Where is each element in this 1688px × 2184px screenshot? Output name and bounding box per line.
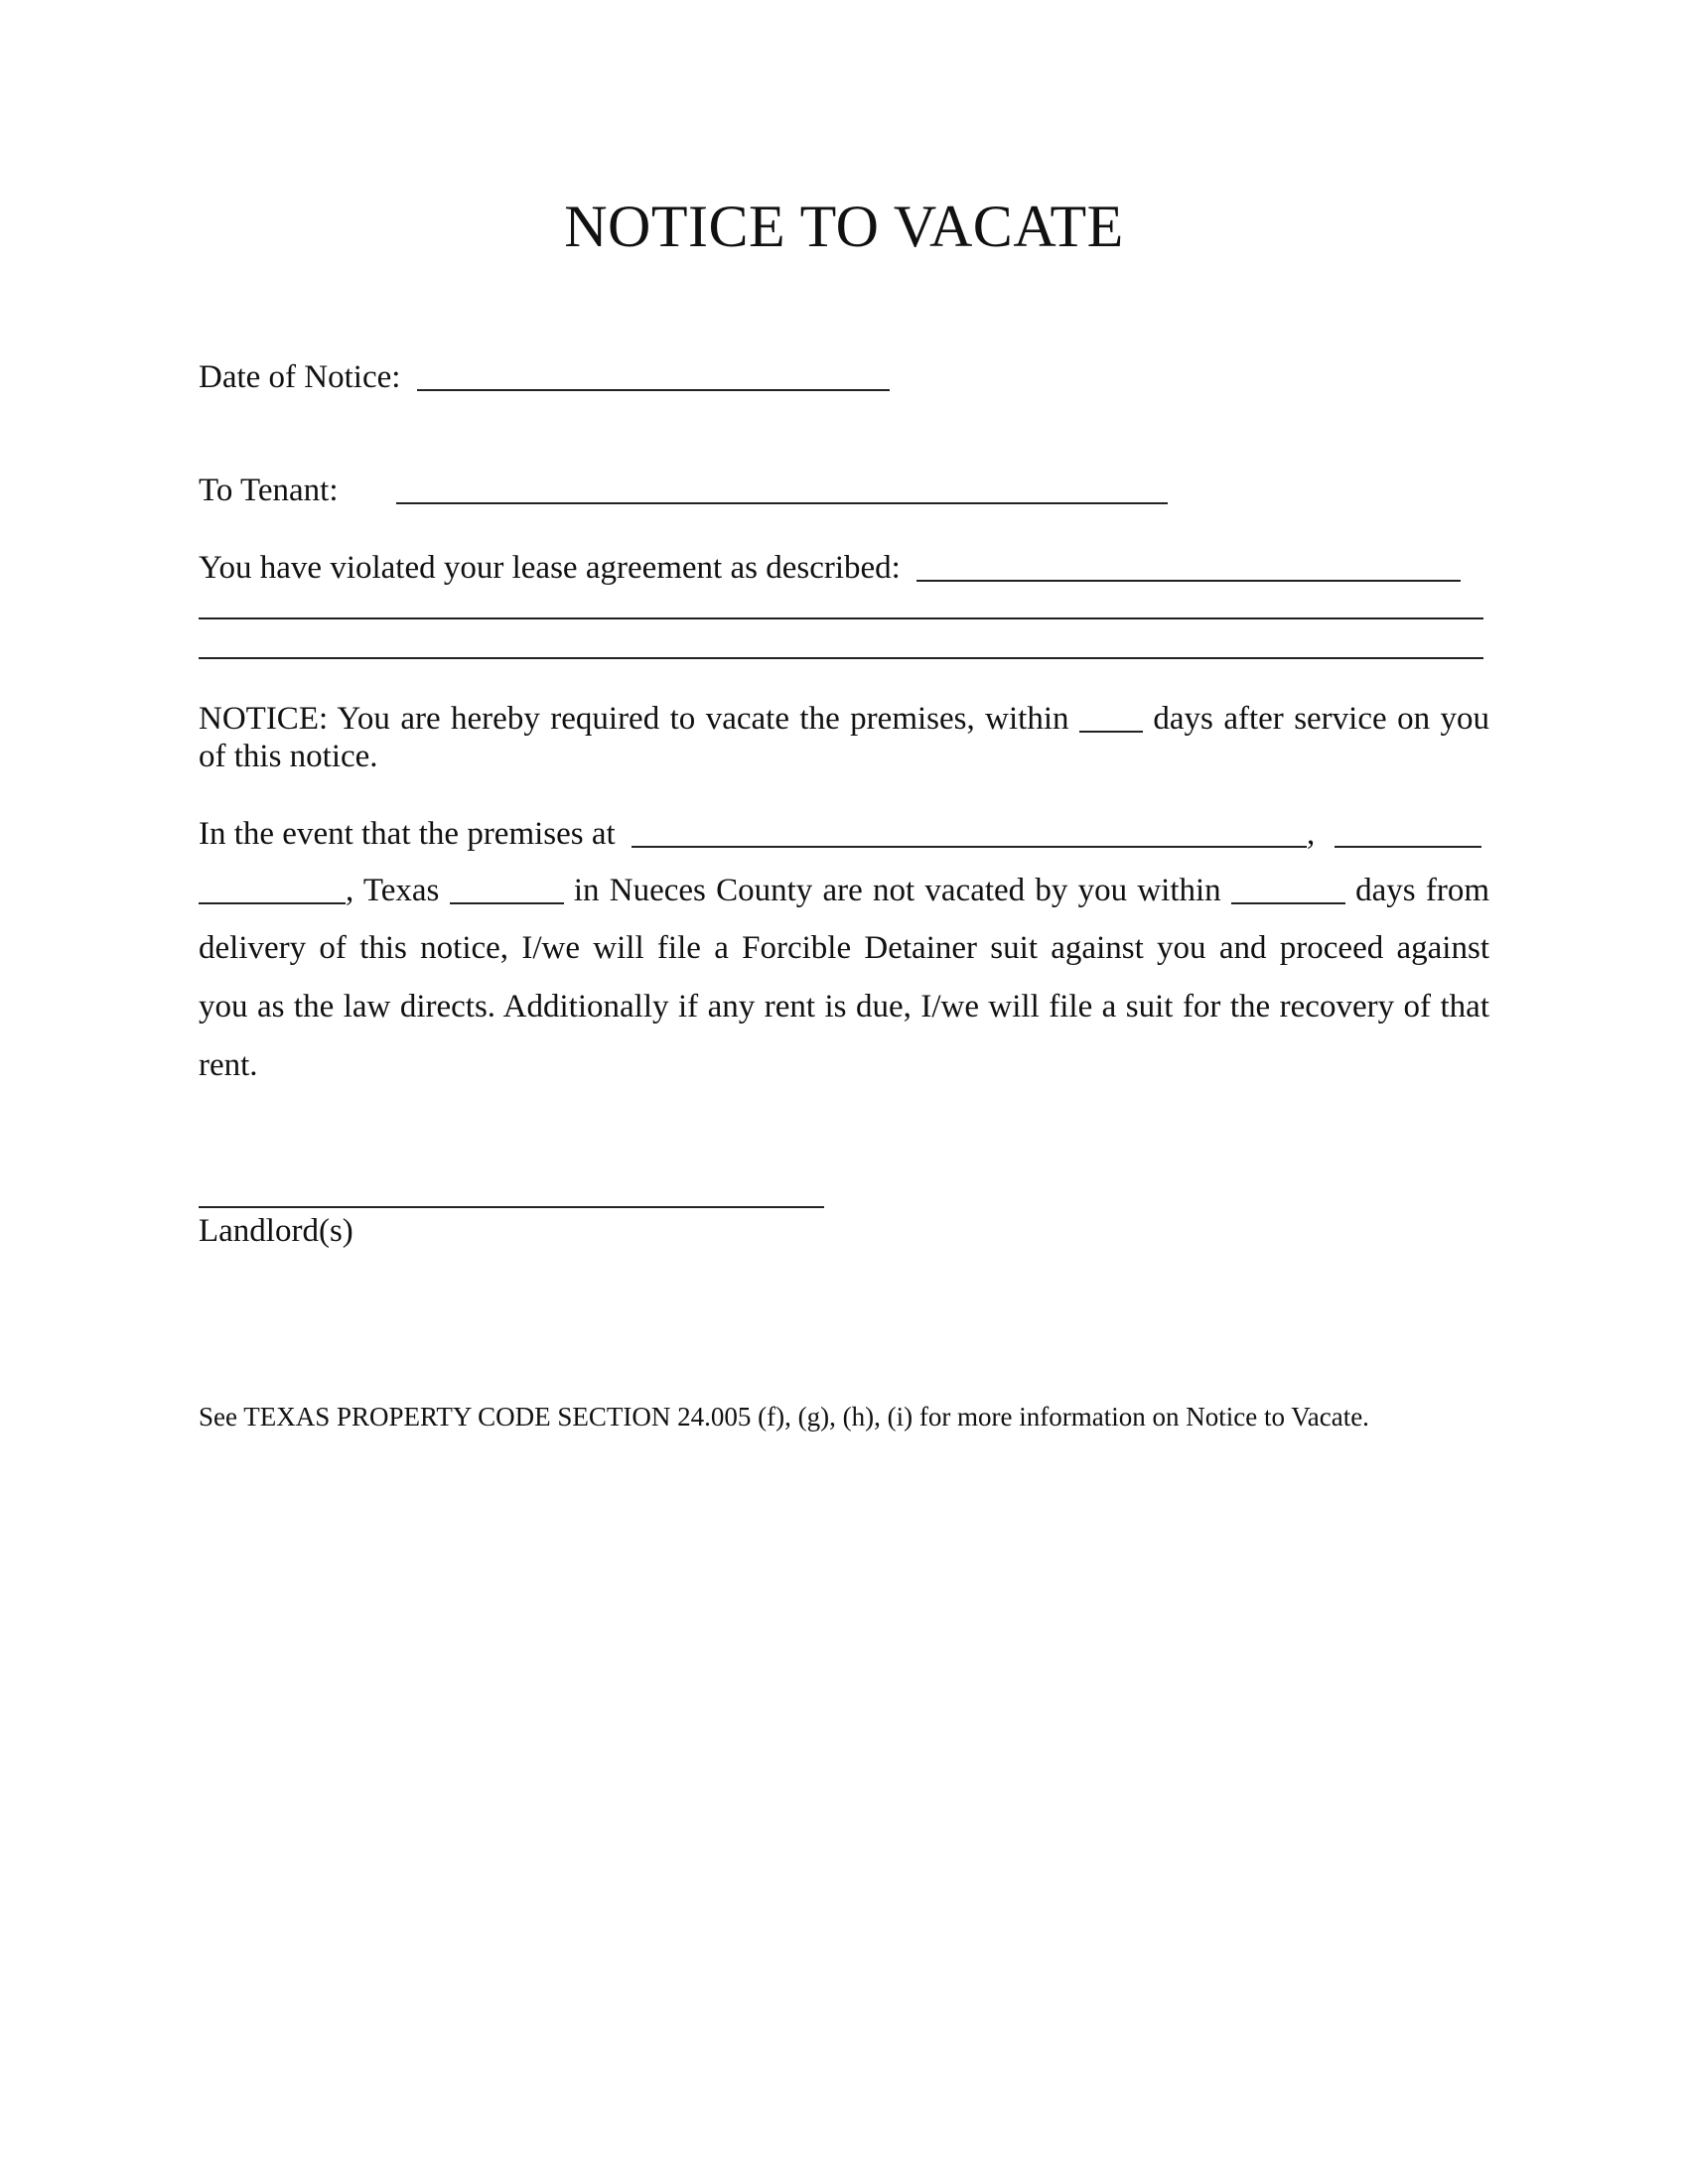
notice-line1 <box>199 699 1489 739</box>
event-line2 <box>199 871 1489 910</box>
event-texas: , Texas <box>346 873 440 908</box>
premises-city-field-part2[interactable] <box>199 875 346 904</box>
premises-address-field[interactable] <box>632 818 1307 848</box>
date-of-notice-field[interactable] <box>417 361 890 391</box>
to-tenant-field[interactable] <box>396 475 1168 504</box>
event-county-text: in Nueces County are not vacated by you within <box>573 873 1221 908</box>
notice-line2: of this notice. <box>199 739 378 774</box>
event-line3: delivery of this notice, I/we will file a Forcible Detainer suit against you and proceed against <box>199 930 1489 966</box>
notice-suffix: days after service on you <box>1153 701 1490 737</box>
date-of-notice-row <box>199 357 890 397</box>
event-line5: rent. <box>199 1047 258 1083</box>
event-line1-prefix: In the event that the premises at <box>199 816 616 852</box>
footer-reference: See TEXAS PROPERTY CODE SECTION 24.005 (f), (g), (h), (i) for more information on Notice to Vacate. <box>199 1402 1369 1432</box>
landlord-label: Landlord(s) <box>199 1213 353 1249</box>
event-line1 <box>199 814 1489 854</box>
violation-label: You have violated your lease agreement as described: <box>199 550 901 586</box>
violation-row <box>199 548 1461 588</box>
event-days-from: days from <box>1355 873 1490 908</box>
to-tenant-label: To Tenant: <box>199 473 339 508</box>
event-line4: you as the law directs. Additionally if any rent is due, I/we will file a suit for the recovery of that <box>199 989 1489 1024</box>
violation-field-line2[interactable] <box>199 617 1483 619</box>
event-comma: , <box>1306 816 1316 852</box>
page-title: NOTICE TO VACATE <box>564 194 1124 259</box>
event-days-field[interactable] <box>1231 875 1345 904</box>
violation-field-line3[interactable] <box>199 657 1483 659</box>
landlord-signature-field[interactable] <box>199 1206 824 1208</box>
violation-field-line1[interactable] <box>916 552 1461 582</box>
notice-prefix: NOTICE: You are hereby required to vacate the premises, within <box>199 701 1069 737</box>
notice-days-field[interactable] <box>1079 703 1143 733</box>
to-tenant-row <box>199 471 1168 510</box>
premises-city-field-part1[interactable] <box>1335 818 1481 848</box>
date-of-notice-label: Date of Notice: <box>199 359 401 395</box>
premises-zip-field[interactable] <box>450 875 564 904</box>
